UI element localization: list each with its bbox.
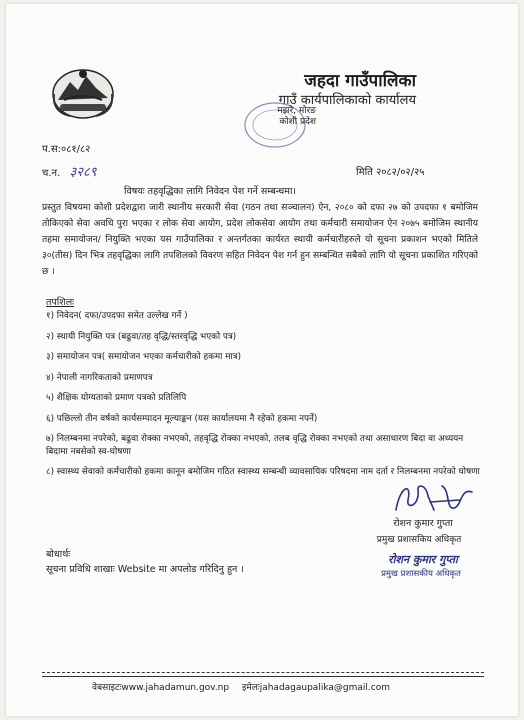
subject-line: विषयः तहवृद्धिका लागि निवेदन पेश गर्ने सम्बन्धमा।: [124, 186, 297, 197]
dispatch-label: च.न.: [42, 168, 61, 179]
website-link[interactable]: www.jahadamun.gov.np: [121, 683, 230, 693]
org-subtitle: गाउँ कार्यपालिकाको कार्यालय: [278, 93, 416, 108]
footer: [92, 680, 390, 693]
list-item: ७) निलम्बनमा नपरेको, बढुवा रोक्का नभएको, तहवृद्धि रोक्का नभएको, तलब वृद्धि रोक्का नभएको तथा असाधारण बिदा वा अध्ययन बिदामा नबसेको स्व-घोषणा: [46, 434, 464, 457]
list-item: ५) शैक्षिक योग्यताको प्रमाण पत्रको प्रतिलिपि: [46, 393, 187, 403]
requirements-list: [46, 310, 482, 479]
stamp-name: रोशन कुमार गुप्ता: [388, 553, 458, 566]
cc-heading: बोधार्थः: [46, 549, 71, 560]
letter-page: [6, 4, 518, 716]
dispatch-value: ३२८९: [69, 165, 97, 180]
website-label: वेबसाइटः: [92, 683, 122, 693]
list-item: १) निवेदन( दफा/उपदफा समेत उल्लेख गर्ने ): [46, 311, 188, 321]
dispatch-number: [42, 162, 97, 180]
email-label: इमेलः: [241, 683, 260, 693]
email-link[interactable]: jahadagaupalika@gmail.com: [259, 683, 390, 693]
list-heading: तपशिलः: [46, 297, 75, 308]
list-item: ३) समायोजन पत्र( समायोजन भएका कर्मचारीको हकमा मात्र): [46, 352, 242, 362]
footer-divider: [42, 672, 484, 673]
list-item: ४) नेपाली नागरिकताको प्रमाणपत्र: [46, 372, 153, 383]
address-line-2: कोशी प्रदेश: [279, 117, 316, 127]
signature-icon: [390, 480, 480, 516]
cc-text: सूचना प्रविधि शाखाः Website मा अपलोड गरिदिनु हुन ।: [46, 564, 244, 575]
stamp-title: प्रमुख प्रशासकीय अधिकृत: [381, 569, 461, 579]
signatory-title: प्रमुख प्रशासकिय अधिकृत: [376, 535, 462, 545]
list-item: २) स्थायी नियुक्ति पत्र (बढुवा/तह वृद्धि/स्तरवृद्धि भएको पत्र): [46, 331, 237, 342]
org-title: जहदा गाउँपालिका: [304, 71, 416, 91]
list-item: ८) स्वास्थ्य सेवाको कर्मचारीको हकमा कानून बमोजिम गठित स्वास्थ्य सम्बन्धी व्यावसायिक परिषदमा नाम दर्ता र निलम्बनमा नपरेको घोषणा: [46, 467, 480, 477]
list-item: ६) पछिल्लो तीन वर्षको कार्यसम्पादन मूल्याङ्कन (यस कार्यालयमा नै रहेको हकमा नपर्ने): [46, 413, 318, 424]
notice-body: प्रस्तुत विषयमा कोशी प्रदेशद्वारा जारी स्थानीय सरकारी सेवा (गठन तथा सञ्चालन) ऐन, २०८० को दफा २७ को उपदफा १ बमोजिम तोकिएको सेवा अवधि पुरा भएका र लोक सेवा आयोग, प्रदेश लोकसेवा आयोग तथा कर्मचारी समायोजन ऐन २०७५ बमोजिम स्थानीय तहमा समायोजन/ नियुक्ति भएका यस गाउँपालिका र अन्तर्गतका कार्यरत स्थायी कर्मचारीहरुले यो सूचना प्रकाशन भएको मितिले ३०(तीस) दिन भित्र तहवृद्धिका लागि तपशिलको विवरण सहित निवेदन पेश गर्न हुन सम्बन्धित सबैको लागि यो सूचना प्रकाशित गरिएको छ ।: [42, 203, 478, 277]
date-label: मिति: [356, 167, 373, 178]
date-value: २०८२/०२/२५: [376, 167, 425, 178]
letter-date: [356, 164, 424, 178]
footer-divider: [42, 676, 484, 677]
signatory-name: रोशन कुमार गुप्ता: [393, 518, 453, 529]
nepal-emblem-icon: [50, 64, 116, 120]
address-line-1: मझरे, मोरङ: [277, 106, 316, 116]
reference-number: प.स:०८१/८२: [42, 144, 91, 155]
org-address: [206, 106, 316, 128]
